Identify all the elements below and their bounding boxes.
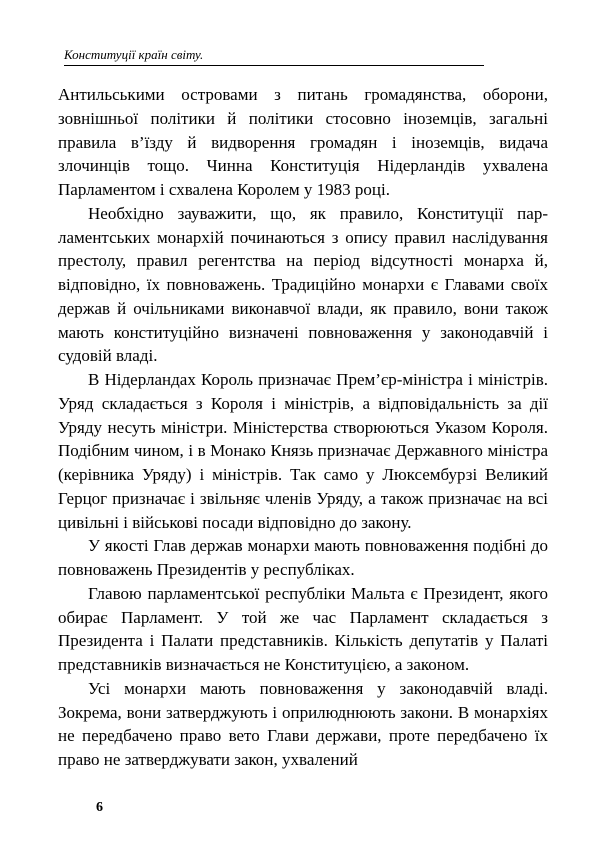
running-header: Конституції країн світу. bbox=[64, 47, 484, 66]
paragraph-6: Усі монархи мають повноваження у законодавчій владі. Зокрема, вони затверджують і оприлюднюють закони. В монархіях не передбачено право вето Глави держави, проте передбачено їх право не затверджувати закон, ухвалений bbox=[58, 678, 548, 769]
paragraph-2: Необхідно зауважити, що, як правило, Конституції парламентських монархій починаються з опису правил наслідування престолу, правил регентства на період відсутності монарха й, відповідно, їх повноважень. Традиційно монархи є Главами своїх держав й очільниками виконавчої влади, як правило, вони також мають конституційно визначені повноваження у законодавчій і судовій владі. bbox=[58, 203, 548, 366]
body-text bbox=[58, 83, 548, 772]
paragraph-3: В Нідерландах Король призначає Прем’єр-міністра і міністрів. Уряд складається з Короля і міністрів, а відповідальність за дії Уряду несуть міністри. Міністерства створюються Указом Короля. Подібним чином, і в Монако Князь призначає Державного міністра (керівника Уряду) і міністрів. Так само у Люксембурзі Великий Герцог призначає і звільняє членів Уряду, а також призначає на всі цивільні і військові посади відповідно до закону. bbox=[58, 370, 548, 532]
paragraph-5: Главою парламентської республіки Мальта є Президент, якого обирає Парламент. У той же час Парламент складається з Президента і Палати представників. Кількість депутатів у Палаті представників визначається не Конституцією, а законом. bbox=[58, 583, 548, 674]
paragraph-4: У якості Глав держав монархи мають повноваження подібні до повноважень Президентів у республіках. bbox=[58, 536, 548, 579]
page-number: 6 bbox=[96, 800, 103, 815]
paragraph-1: Антильськими островами з питань громадянства, оборони, зовнішньої політики й політики стосовно іноземців, загальні правила в’їзду й видворення громадян і іноземців, видача злочинців тощо. Чинна Конституція Нідерландів ухвалена Парламентом і схвалена Королем у 1983 році. bbox=[58, 85, 548, 199]
